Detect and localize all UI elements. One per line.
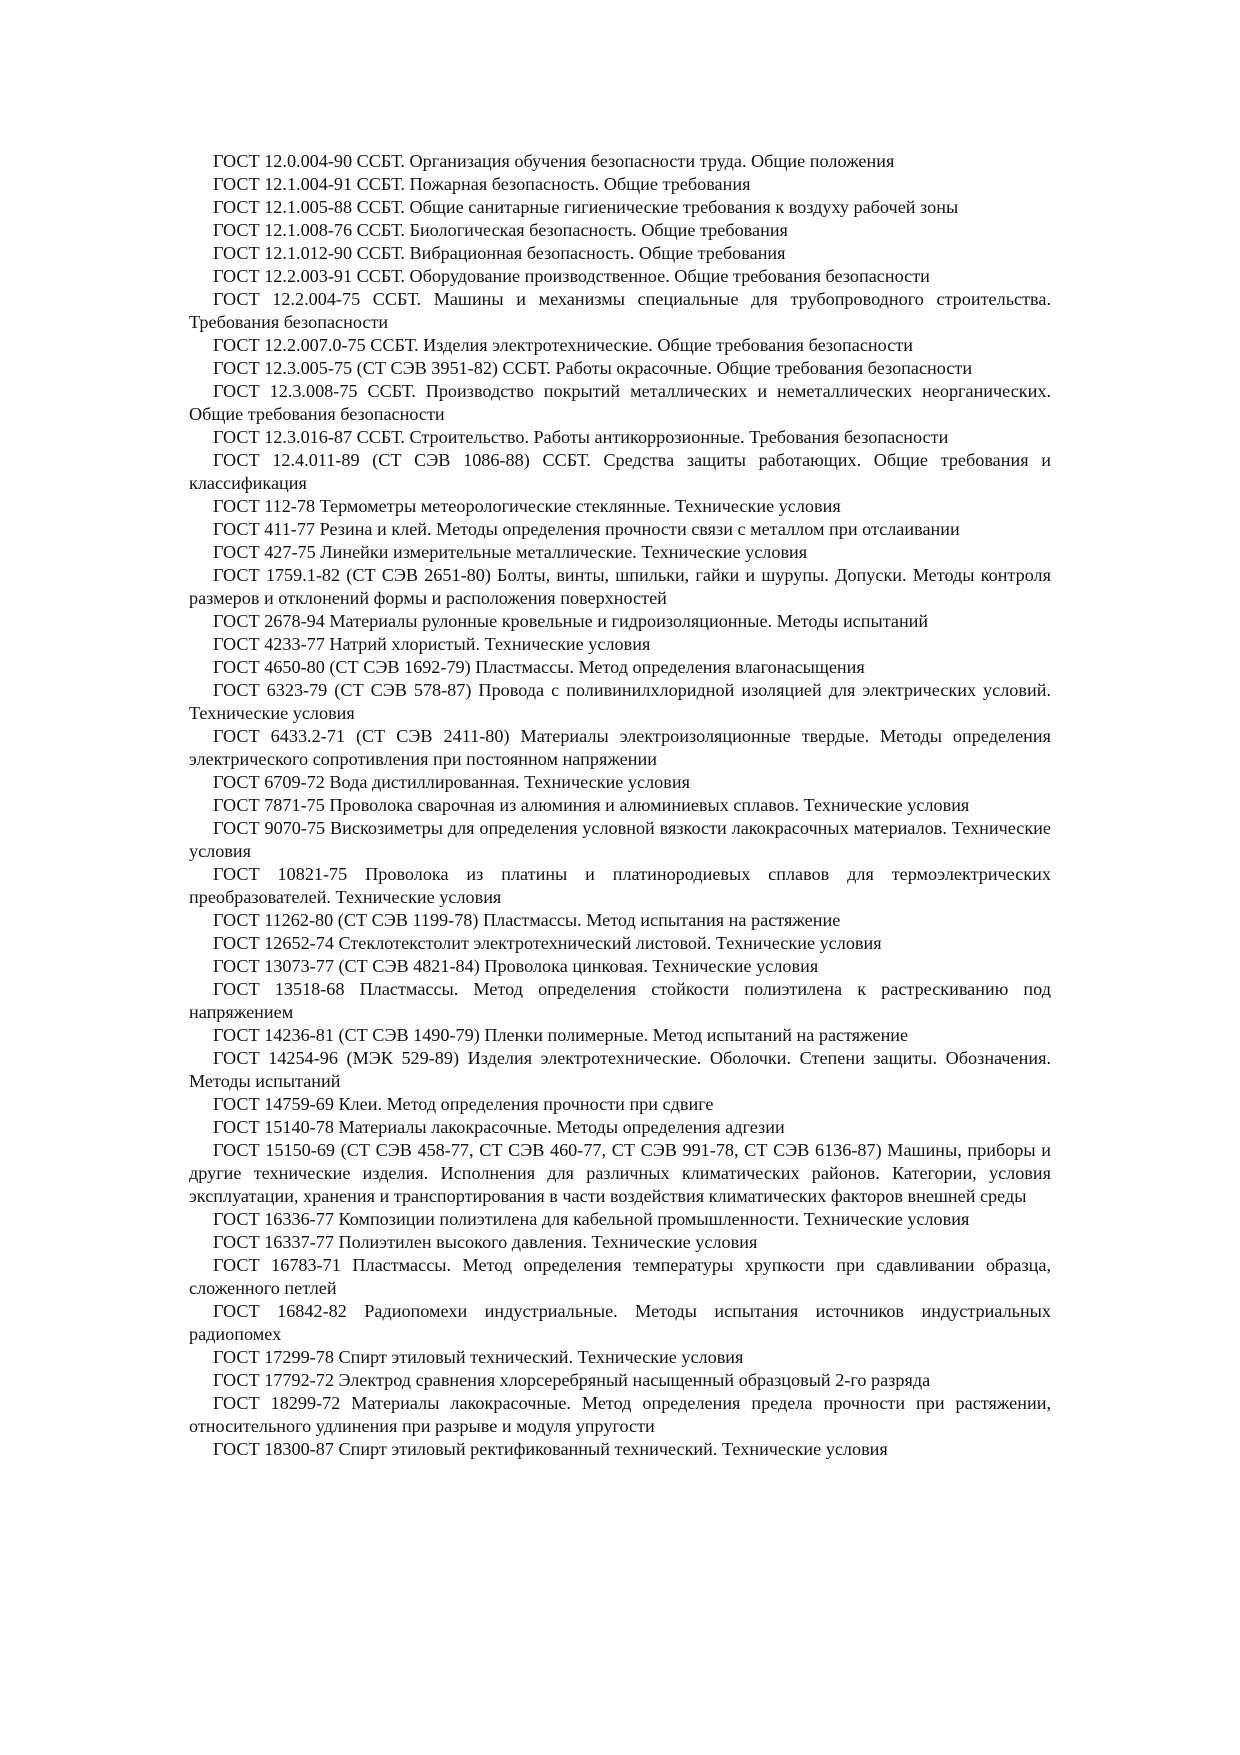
standard-reference-item: ГОСТ 12.2.007.0-75 ССБТ. Изделия электротехнические. Общие требования безопасности	[213, 335, 913, 355]
standard-reference-item: ГОСТ 18299-72 Материалы лакокрасочные. Метод определения предела прочности при растяжении, относительного удлинения при разрыве и модуля упругости	[189, 1393, 1051, 1436]
standard-reference-item: ГОСТ 12.2.004-75 ССБТ. Машины и механизмы специальные для трубопроводного строительства. Требования безопасности	[189, 289, 1051, 332]
reference-list	[189, 150, 1051, 1461]
standard-reference-item: ГОСТ 16336-77 Композиции полиэтилена для кабельной промышленности. Технические условия	[213, 1209, 970, 1229]
standard-reference-item: ГОСТ 15150-69 (СТ СЭВ 458-77, СТ СЭВ 460-77, СТ СЭВ 991-78, СТ СЭВ 6136-87) Машины, приборы и другие технические изделия. Исполнения для различных климатических районов. Категории, условия эксплуатации, хранения и транспортирования в части воздействия климатических факторов внешней среды	[189, 1140, 1051, 1206]
standard-reference-item: ГОСТ 13073-77 (СТ СЭВ 4821-84) Проволока цинковая. Технические условия	[213, 956, 819, 976]
standard-reference-item: ГОСТ 4650-80 (СТ СЭВ 1692-79) Пластмассы. Метод определения влагонасыщения	[213, 657, 865, 677]
standard-reference-item: ГОСТ 13518-68 Пластмассы. Метод определения стойкости полиэтилена к растрескиванию под напряжением	[189, 979, 1051, 1022]
standard-reference-item: ГОСТ 10821-75 Проволока из платины и платинородиевых сплавов для термоэлектрических преобразователей. Технические условия	[189, 864, 1051, 907]
standard-reference-item: ГОСТ 14236-81 (СТ СЭВ 1490-79) Пленки полимерные. Метод испытаний на растяжение	[213, 1025, 909, 1045]
standard-reference-item: ГОСТ 12652-74 Стеклотекстолит электротехнический листовой. Технические условия	[213, 933, 882, 953]
standard-reference-item: ГОСТ 12.1.004-91 ССБТ. Пожарная безопасность. Общие требования	[213, 174, 751, 194]
standard-reference-item: ГОСТ 427-75 Линейки измерительные металлические. Технические условия	[213, 542, 808, 562]
standard-reference-item: ГОСТ 12.1.008-76 ССБТ. Биологическая безопасность. Общие требования	[213, 220, 788, 240]
standard-reference-item: ГОСТ 112-78 Термометры метеорологические стеклянные. Технические условия	[213, 496, 841, 516]
standard-reference-item: ГОСТ 15140-78 Материалы лакокрасочные. Методы определения адгезии	[213, 1117, 785, 1137]
standard-reference-item: ГОСТ 12.1.012-90 ССБТ. Вибрационная безопасность. Общие требования	[213, 243, 786, 263]
standard-reference-item: ГОСТ 12.0.004-90 ССБТ. Организация обучения безопасности труда. Общие положения	[213, 151, 895, 171]
standard-reference-item: ГОСТ 2678-94 Материалы рулонные кровельные и гидроизоляционные. Методы испытаний	[213, 611, 929, 631]
standard-reference-item: ГОСТ 7871-75 Проволока сварочная из алюминия и алюминиевых сплавов. Технические условия	[213, 795, 970, 815]
standard-reference-item: ГОСТ 17792-72 Электрод сравнения хлорсеребряный насыщенный образцовый 2-го разряда	[213, 1370, 931, 1390]
standard-reference-item: ГОСТ 18300-87 Спирт этиловый ректификованный технический. Технические условия	[213, 1439, 888, 1459]
standard-reference-item: ГОСТ 6433.2-71 (СТ СЭВ 2411-80) Материалы электроизоляционные твердые. Методы определения электрического сопротивления при постоянном напряжении	[189, 726, 1051, 769]
standard-reference-item: ГОСТ 12.2.003-91 ССБТ. Оборудование производственное. Общие требования безопасности	[213, 266, 930, 286]
standard-reference-item: ГОСТ 12.3.016-87 ССБТ. Строительство. Работы антикоррозионные. Требования безопасности	[213, 427, 949, 447]
standard-reference-item: ГОСТ 14254-96 (МЭК 529-89) Изделия электротехнические. Оболочки. Степени защиты. Обозначения. Методы испытаний	[189, 1048, 1051, 1091]
standard-reference-item: ГОСТ 16783-71 Пластмассы. Метод определения температуры хрупкости при сдавливании образца, сложенного петлей	[189, 1255, 1051, 1298]
standard-reference-item: ГОСТ 14759-69 Клеи. Метод определения прочности при сдвиге	[213, 1094, 714, 1114]
standard-reference-item: ГОСТ 9070-75 Вискозиметры для определения условной вязкости лакокрасочных материалов. Технические условия	[189, 818, 1051, 861]
standard-reference-item: ГОСТ 16337-77 Полиэтилен высокого давления. Технические условия	[213, 1232, 758, 1252]
standard-reference-item: ГОСТ 1759.1-82 (СТ СЭВ 2651-80) Болты, винты, шпильки, гайки и шурупы. Допуски. Методы контроля размеров и отклонений формы и расположения поверхностей	[189, 565, 1051, 608]
standard-reference-item: ГОСТ 17299-78 Спирт этиловый технический. Технические условия	[213, 1347, 744, 1367]
standard-reference-item: ГОСТ 6323-79 (СТ СЭВ 578-87) Провода с поливинилхлоридной изоляцией для электрических условий. Технические условия	[189, 680, 1051, 723]
standard-reference-item: ГОСТ 411-77 Резина и клей. Методы определения прочности связи с металлом при отслаивании	[213, 519, 960, 539]
standard-reference-item: ГОСТ 12.3.005-75 (СТ СЭВ 3951-82) ССБТ. Работы окрасочные. Общие требования безопасности	[213, 358, 973, 378]
standard-reference-item: ГОСТ 12.1.005-88 ССБТ. Общие санитарные гигиенические требования к воздуху рабочей зоны	[213, 197, 959, 217]
standard-reference-item: ГОСТ 12.4.011-89 (СТ СЭВ 1086-88) ССБТ. Средства защиты работающих. Общие требования и классификация	[189, 450, 1051, 493]
standard-reference-item: ГОСТ 11262-80 (СТ СЭВ 1199-78) Пластмассы. Метод испытания на растяжение	[213, 910, 841, 930]
standard-reference-item: ГОСТ 12.3.008-75 ССБТ. Производство покрытий металлических и неметаллических неорганических. Общие требования безопасности	[189, 381, 1051, 424]
standard-reference-item: ГОСТ 4233-77 Натрий хлористый. Технические условия	[213, 634, 651, 654]
standard-reference-item: ГОСТ 16842-82 Радиопомехи индустриальные. Методы испытания источников индустриальных радиопомех	[189, 1301, 1051, 1344]
standard-reference-item: ГОСТ 6709-72 Вода дистиллированная. Технические условия	[213, 772, 690, 792]
